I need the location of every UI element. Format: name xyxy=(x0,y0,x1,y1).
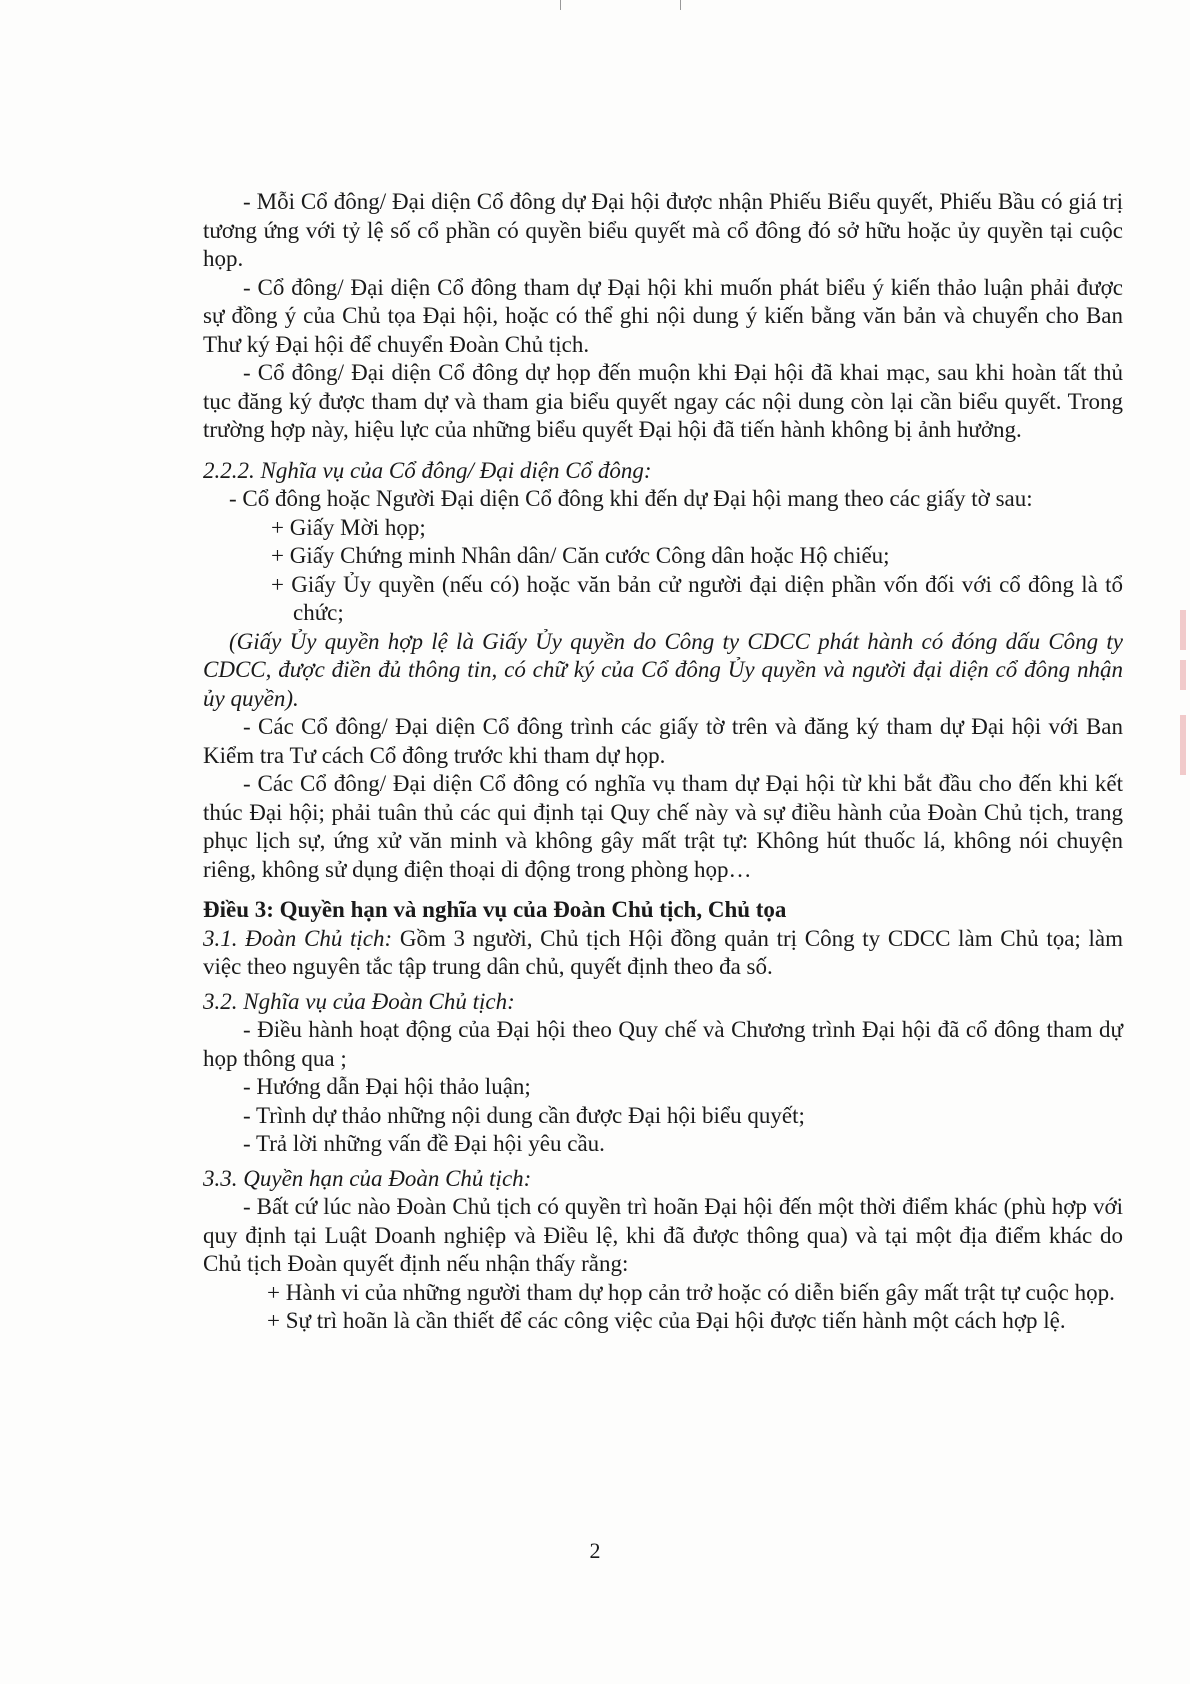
paragraph: - Mỗi Cổ đông/ Đại diện Cổ đông dự Đại hội được nhận Phiếu Biểu quyết, Phiếu Bầu có giá trị tương ứng với tỷ lệ số cổ phần có quyền biểu quyết mà cổ đông đó sở hữu hoặc ủy quyền tại cuộc họp. xyxy=(203,189,1123,271)
paragraph: - Cổ đông/ Đại diện Cổ đông dự họp đến muộn khi Đại hội đã khai mạc, sau khi hoàn tất thủ tục đăng ký được tham dự và tham gia biểu quyết ngay các nội dung còn lại cần biểu quyết. Trong trường hợp này, hiệu lực của những biểu quyết Đại hội đã tiến hành không bị ảnh hưởng. xyxy=(203,360,1123,442)
section-text: Gồm 3 người, Chủ tịch Hội đồng quản trị Công ty CDCC làm Chủ tọa; làm việc theo nguyên tắc tập trung dân chủ, quyết định theo đa số. xyxy=(203,925,1123,979)
section-heading: 3.2. Nghĩa vụ của Đoàn Chủ tịch: xyxy=(203,988,515,1014)
list-item: + Hành vi của những người tham dự họp cản trở hoặc có diễn biến gây mất trật tự cuộc họp. xyxy=(267,1279,1115,1305)
page-number: 2 xyxy=(589,1538,601,1563)
list-item: - Trình dự thảo những nội dung cần được Đại hội biểu quyết; xyxy=(243,1102,805,1128)
scan-mark xyxy=(560,0,561,10)
stamp-bleed xyxy=(1180,610,1186,650)
document-body xyxy=(203,188,1123,1336)
scan-mark xyxy=(680,0,681,10)
paragraph: - Bất cứ lúc nào Đoàn Chủ tịch có quyền trì hoãn Đại hội đến một thời điểm khác (phù hợp với quy định tại Luật Doanh nghiệp và Điều lệ, khi đã được thông qua) và tại một địa điểm khác do Chủ tịch Đoàn quyết định nếu nhận thấy rằng: xyxy=(203,1194,1123,1276)
list-item: + Giấy Chứng minh Nhân dân/ Căn cước Công dân hoặc Hộ chiếu; xyxy=(271,543,890,568)
article-title: Điều 3: Quyền hạn và nghĩa vụ của Đoàn Chủ tịch, Chủ tọa xyxy=(203,897,787,922)
section-label: 3.1. Đoàn Chủ tịch: xyxy=(203,925,393,951)
section-heading: 2.2.2. Nghĩa vụ của Cổ đông/ Đại diện Cổ đông: xyxy=(203,457,652,483)
stamp-bleed xyxy=(1180,715,1186,775)
note: (Giấy Ủy quyền hợp lệ là Giấy Ủy quyền do Công ty CDCC phát hành có đóng dấu Công ty CDCC, được điền đủ thông tin, có chữ ký của Cổ đông Ủy quyền và người đại diện cổ đông nhận ủy quyền). xyxy=(203,628,1123,711)
paragraph: - Các Cổ đông/ Đại diện Cổ đông trình các giấy tờ trên và đăng ký tham dự Đại hội với Ban Kiểm tra Tư cách Cổ đông trước khi tham dự họp. xyxy=(203,714,1123,768)
paragraph: - Cổ đông hoặc Người Đại diện Cổ đông khi đến dự Đại hội mang theo các giấy tờ sau: xyxy=(229,486,1033,511)
paragraph: - Các Cổ đông/ Đại diện Cổ đông có nghĩa vụ tham dự Đại hội từ khi bắt đầu cho đến khi kết thúc Đại hội; phải tuân thủ các qui định tại Quy chế này và sự điều hành của Đoàn Chủ tịch, trang phục lịch sự, ứng xử văn minh và không gây mất trật tự: Không hút thuốc lá, không nói chuyện riêng, không sử dụng điện thoại di động trong phòng họp… xyxy=(203,771,1123,882)
paragraph xyxy=(203,925,1123,982)
section-heading: 3.3. Quyền hạn của Đoàn Chủ tịch: xyxy=(203,1165,532,1191)
stamp-bleed xyxy=(1180,660,1186,690)
list-item: - Điều hành hoạt động của Đại hội theo Quy chế và Chương trình Đại hội đã cổ đông tham dự họp thông qua ; xyxy=(203,1017,1123,1071)
list-item: + Giấy Mời họp; xyxy=(271,514,426,540)
list-item: - Trả lời những vấn đề Đại hội yêu cầu. xyxy=(243,1131,605,1156)
list-item: + Sự trì hoãn là cần thiết để các công việc của Đại hội được tiến hành một cách hợp lệ. xyxy=(267,1308,1066,1333)
list-item: + Giấy Ủy quyền (nếu có) hoặc văn bản cử người đại diện phần vốn đối với cổ đông là tổ chức; xyxy=(271,571,1123,625)
paragraph: - Cổ đông/ Đại diện Cổ đông tham dự Đại hội khi muốn phát biểu ý kiến thảo luận phải được sự đồng ý của Chủ tọa Đại hội, hoặc có thể ghi nội dung ý kiến bằng văn bản và chuyển cho Ban Thư ký Đại hội để chuyển Đoàn Chủ tịch. xyxy=(203,274,1123,357)
list-item: - Hướng dẫn Đại hội thảo luận; xyxy=(243,1074,531,1099)
